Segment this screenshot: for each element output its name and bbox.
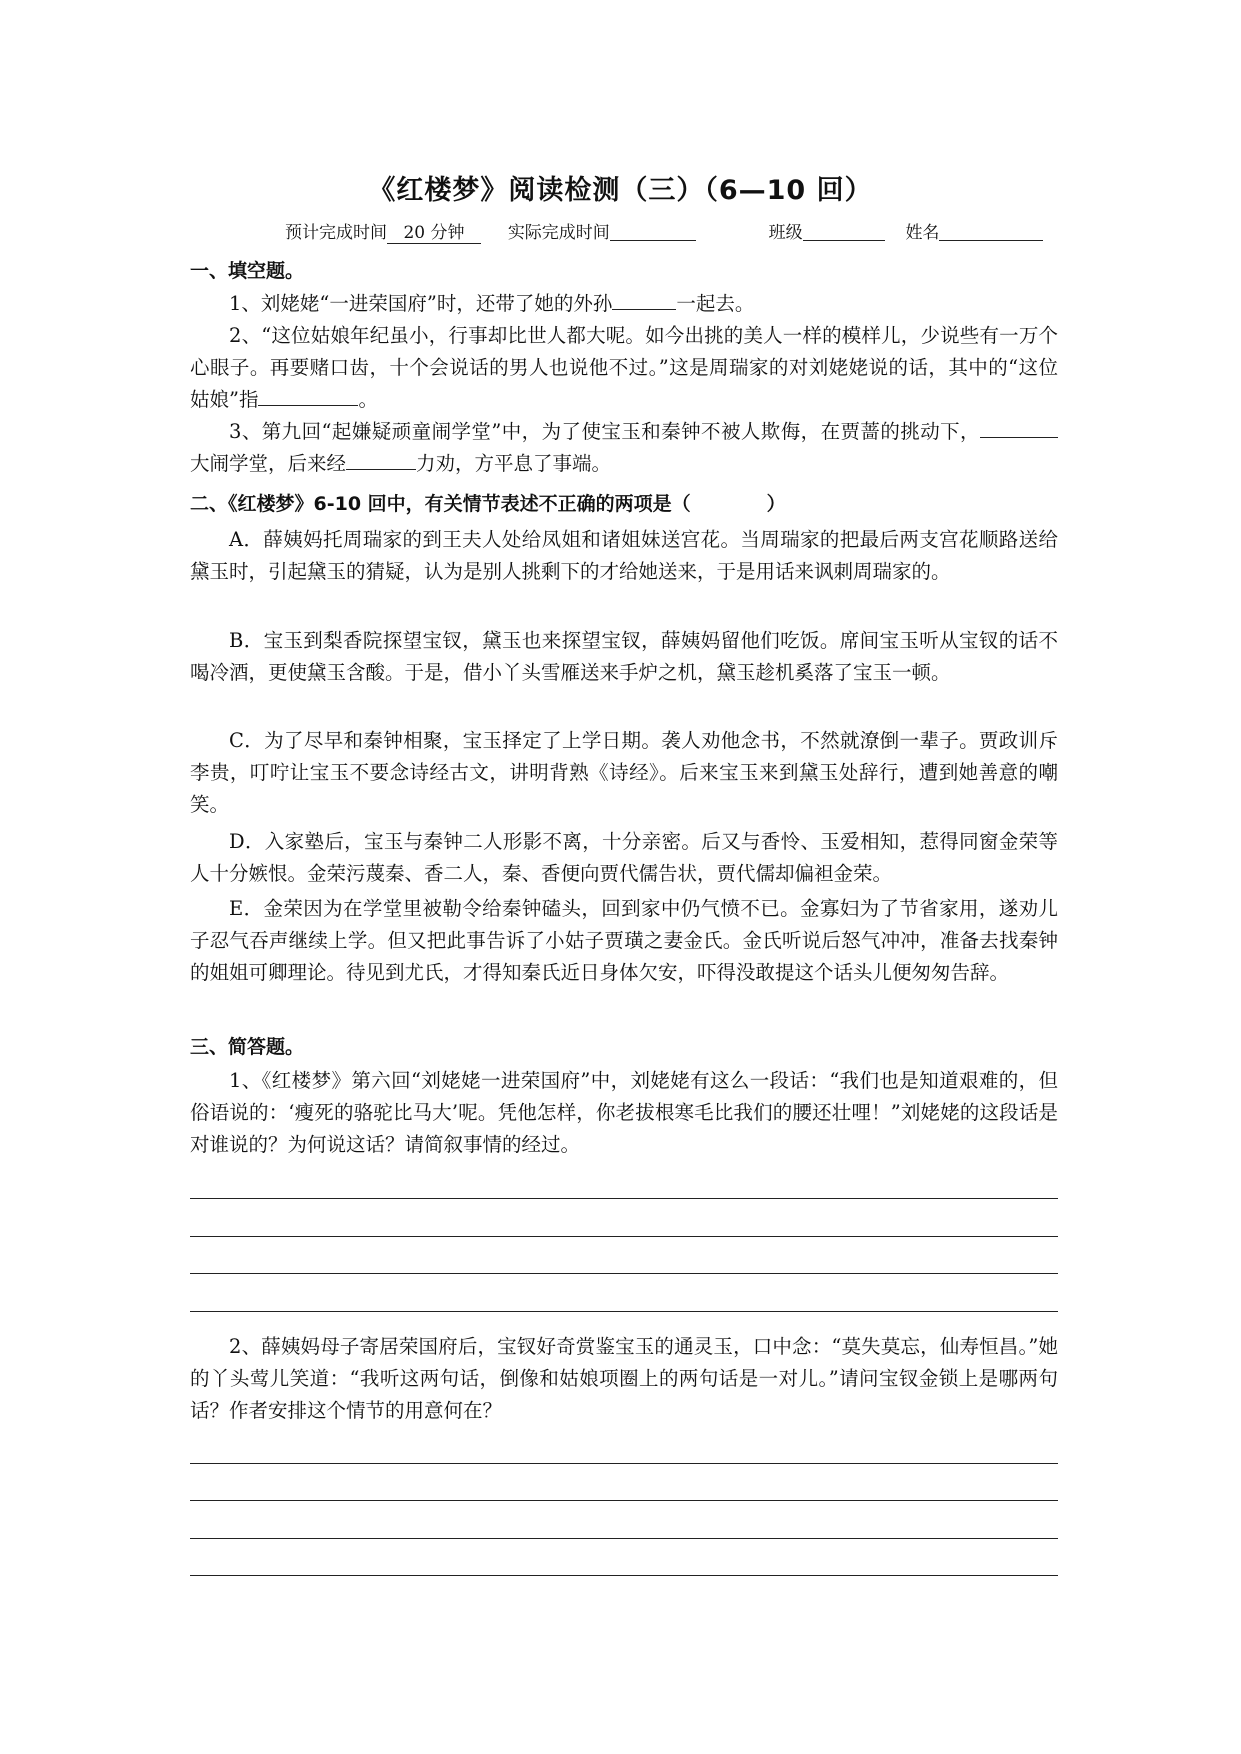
page-title: 《红楼梦》阅读检测（三）（6—10 回）: [368, 175, 873, 206]
fill-question-3-tail: 力劝，方平息了事端。: [416, 452, 612, 475]
short-answer-question-2: 2、薛姨妈母子寄居荣国府后，宝钗好奇赏鉴宝玉的通灵玉，口中念：“莫失莫忘，仙寿恒昌。”她的丫头莺儿笑道：“我听这两句话，倒像和姑娘项圈上的两句话是一对儿。”请问宝钗金锁上是哪两句话？作者安排这个情节的用意何在？: [190, 1335, 1058, 1422]
fill-question-2: [190, 320, 1058, 416]
option-a: A．薛姨妈托周瑞家的到王夫人处给凤姐和诸姐妹送宫花。当周瑞家的把最后两支宫花顺路送给黛玉时，引起黛玉的猜疑，认为是别人挑剩下的才给她送来，于是用话来讽刺周瑞家的。: [190, 528, 1058, 583]
option-b: B．宝玉到梨香院探望宝钗，黛玉也来探望宝钗，薛姨妈留他们吃饭。席间宝玉听从宝钗的话不喝冷酒，更使黛玉含酸。于是，借小丫头雪雁送来手炉之机，黛玉趁机奚落了宝玉一顿。: [190, 629, 1058, 684]
answer-line[interactable]: [190, 1538, 1058, 1539]
section1-heading: 一、填空题。: [190, 260, 305, 282]
fill-blank-1[interactable]: [612, 289, 676, 310]
section2-heading: 二、《红楼梦》6-10 回中，有关情节表述不正确的两项是（ ）: [190, 493, 786, 515]
section3-heading: 三、简答题。: [190, 1036, 305, 1058]
fill-question-3-mid: 大闹学堂，后来经: [190, 452, 347, 475]
fill-question-3-text: 3、第九回“起嫌疑顽童闹学堂”中，为了使宝玉和秦钟不被人欺侮，在贾蔷的挑动下，: [229, 420, 980, 443]
fill-blank-3b[interactable]: [346, 449, 416, 470]
answer-line[interactable]: [190, 1198, 1058, 1199]
option-d: D．入家塾后，宝玉与秦钟二人形影不离，十分亲密。后又与香怜、玉爱相知，惹得同窗金荣等人十分嫉恨。金荣污蔑秦、香二人，秦、香便向贾代儒告状，贾代儒却偏袒金荣。: [190, 830, 1058, 885]
answer-line[interactable]: [190, 1463, 1058, 1464]
name-blank[interactable]: [939, 222, 1043, 241]
fill-question-2-text: 2、“这位姑娘年纪虽小，行事却比世人都大呢。如今出挑的美人一样的模样儿，少说些有一万个心眼子。再要赌口齿，十个会说话的男人也说他不过。”这是周瑞家的对刘姥姥说的话，其中的“这位姑娘”指: [190, 324, 1058, 411]
fill-question-1-tail: 一起去。: [676, 292, 755, 315]
name-label: 姓名: [905, 223, 940, 243]
meta-line: [285, 218, 1043, 244]
actual-time-blank[interactable]: [610, 222, 696, 241]
fill-question-1-text: 1、刘姥姥“一进荣国府”时，还带了她的外孙: [229, 292, 613, 315]
answer-line[interactable]: [190, 1500, 1058, 1501]
expected-time-label: 预计完成时间: [285, 223, 387, 243]
option-e: E．金荣因为在学堂里被勒令给秦钟磕头，回到家中仍气愤不已。金寡妇为了节省家用，遂劝儿子忍气吞声继续上学。但又把此事告诉了小姑子贾璜之妻金氏。金氏听说后怒气冲冲，准备去找秦钟的姐姐可卿理论。待见到尤氏，才得知秦氏近日身体欠安，吓得没敢提这个话头儿便匆匆告辞。: [190, 897, 1058, 984]
answer-line[interactable]: [190, 1236, 1058, 1237]
fill-blank-2[interactable]: [258, 385, 358, 406]
short-answer-question-1: 1、《红楼梦》第六回“刘姥姥一进荣国府”中，刘姥姥有这么一段话：“我们也是知道艰难的，但俗语说的：‘瘦死的骆驼比马大’呢。凭他怎样，你老拔根寒毛比我们的腰还壮哩！”刘姥姥的这段话是对谁说的？为何说这话？请简叙事情的经过。: [190, 1069, 1058, 1156]
fill-question-2-tail: 。: [358, 388, 378, 411]
answer-line[interactable]: [190, 1311, 1058, 1312]
actual-time-label: 实际完成时间: [507, 223, 610, 243]
answer-line[interactable]: [190, 1273, 1058, 1274]
option-c: C．为了尽早和秦钟相聚，宝玉择定了上学日期。袭人劝他念书，不然就潦倒一辈子。贾政训斥李贵，叮咛让宝玉不要念诗经古文，讲明背熟《诗经》。后来宝玉来到黛玉处辞行，遭到她善意的嘲笑。: [190, 729, 1058, 816]
answer-line[interactable]: [190, 1575, 1058, 1576]
expected-time-value: 20 分钟: [387, 218, 481, 244]
fill-question-3: [190, 416, 1058, 480]
fill-question-1: [190, 288, 1058, 320]
fill-blank-3a[interactable]: [980, 417, 1058, 438]
class-label: 班级: [768, 223, 803, 243]
class-blank[interactable]: [803, 222, 885, 241]
